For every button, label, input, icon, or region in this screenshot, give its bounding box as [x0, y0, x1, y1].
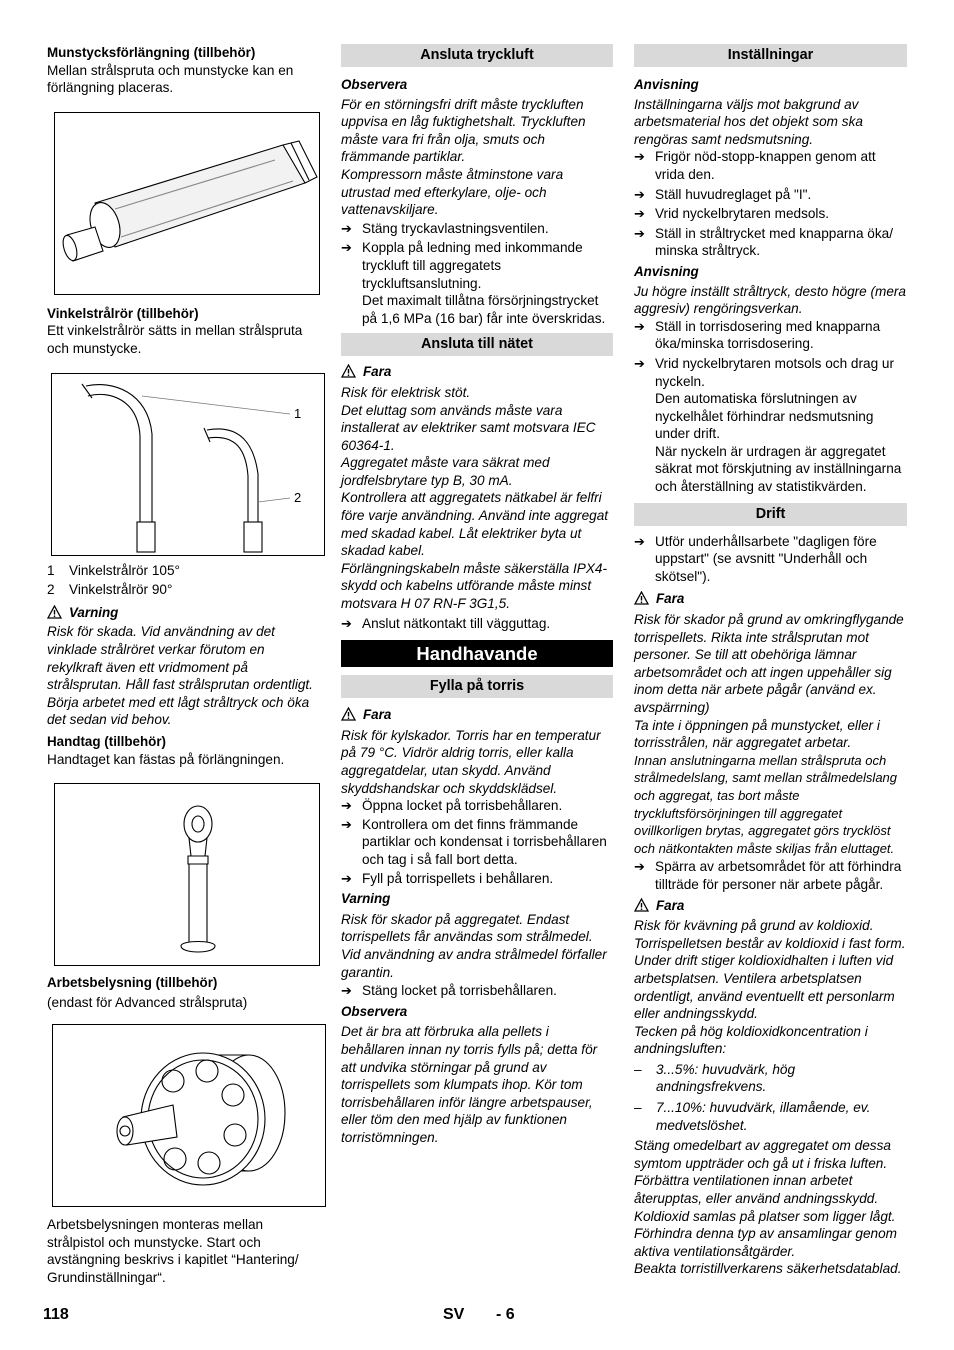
language-code: SV	[443, 1306, 465, 1323]
operation-danger2-text-1: Risk för kvävning på grund av koldioxid. Torrispelletsen består av koldioxid i fast form. Under drift stiger koldioxidhalten i luften vid arbetsplatsen. Ventilera arbetsplatsen ordentligt, använd eventuellt ett personlarm eller andningsskydd.	[634, 918, 906, 1022]
operation-step-2: ➔ Spärra av arbetsområdet för att förhindra tillträde för personer när arbete pågår.	[634, 858, 907, 893]
settings-step-6-note-1: Den automatiska förslutningen av nyckelhålet förhindrar nedsmutsning under drift.	[655, 391, 874, 442]
mains-danger-heading	[341, 363, 613, 381]
light-title: Arbetsbelysning (tillbehör)	[47, 975, 218, 991]
section-operation-title: Drift	[634, 503, 907, 526]
light-text: (endast för Advanced strålspruta)	[47, 994, 248, 1010]
hint2-text: Ju högre inställt stråltryck, desto högre (mera aggresiv) rengöringsverkan.	[634, 283, 906, 317]
handle-text: Handtaget kan fästas på förlängningen.	[47, 751, 285, 767]
warning-label: Varning	[69, 604, 119, 620]
caution-text: Risk för skador på aggregatet. Endast torrispellets får användas som strålmedel. Vid användning av andra strålmedel förfaller garantin.	[341, 911, 607, 980]
operation-danger-label: Fara	[656, 591, 685, 607]
work-light-illustration	[53, 1025, 325, 1206]
handle-illustration	[55, 784, 319, 965]
note-label: Observera	[341, 77, 408, 92]
operation-danger2-text-4: Beakta torristillverkarens säkerhetsdatablad.	[634, 1261, 902, 1277]
fill-step-1: ➔ Öppna locket på torrisbehållaren.	[341, 797, 613, 815]
settings-step-6-note-2: När nyckeln är urdragen är aggregatet säkrat mot förskjutning av inställningarna och återställning av statistikvärden.	[655, 443, 902, 495]
settings-step-3: ➔ Vrid nyckelbrytaren medsols.	[634, 205, 907, 223]
column-right	[634, 44, 907, 1278]
fill-danger-heading	[341, 706, 613, 724]
note-text-2: Kompressorn måste åtminstone vara utrustad med efterkylare, olje- och vattenavskiljare.	[341, 166, 564, 218]
page-number: 118	[43, 1306, 69, 1323]
operation-danger2-text-3: Stäng omedelbart av aggregatet om dessa symtom uppträder och gå ut i friska luften. Förbättra ventilationen innan arbetet återupptas, eller använd andningsskydd. Koldioxid samlas på platser som ligger lågt. Förhindra denna typ av ansamlingar genom aktiva ventilationsåtgärder.	[634, 1138, 897, 1259]
danger-text-3: Aggregatet måste vara säkrat med jordfelsbrytare typ B, 30 mA.	[341, 455, 550, 488]
danger-label: Fara	[363, 364, 392, 380]
legend-text-2: Vinkelstrålrör 90°	[69, 582, 173, 598]
danger-text-2: Det eluttag som används måste vara installerat av elektriker samt motsvara IEC 60364-1.	[341, 402, 596, 453]
settings-step-5: ➔ Ställ in torrisdosering med knapparna öka/minska torrisdosering.	[634, 318, 907, 353]
extension-text: Mellan strålspruta och munstycke kan en förlängning placeras.	[47, 62, 294, 96]
settings-step-2: ➔ Ställ huvudreglaget på "I".	[634, 186, 907, 204]
operation-danger2-heading	[634, 897, 907, 915]
note-text-1: För en störningsfri drift måste tryckluften uppvisa en låg fuktighetshalt. Tryckluften måste vara fri från olja, smuts och främmande partiklar.	[341, 96, 586, 165]
section-mains-title: Ansluta till nätet	[341, 333, 613, 356]
handle-title: Handtag (tillbehör)	[47, 733, 167, 749]
angle-pipes-illustration	[52, 374, 324, 555]
air-step-2: ➔ Koppla på ledning med inkommande tryckluft till aggregatets tryckluftsanslutning.	[341, 239, 613, 292]
hint-text: Inställningarna väljs mot bakgrund av arbetsmaterial hos det objekt som ska rengöras samt nedsmutsning.	[634, 96, 863, 147]
legend-item-2	[47, 581, 323, 599]
operation-danger-text-1: Risk för skador på grund av omkringflygande torrispellets. Rikta inte strålsprutan mot personer. Se till att obehöriga lämnar arbetsområdet och att ingen uppehåller sig inom detta när arbete pågår (använd ex. avspärrning)	[634, 612, 904, 715]
warning-triangle-icon	[341, 707, 356, 721]
caution-label: Varning	[341, 891, 391, 907]
fill-step-4: ➔ Stäng locket på torrisbehållaren.	[341, 982, 613, 1000]
extension-title: Munstycksförlängning (tillbehör)	[47, 45, 256, 60]
column-middle	[341, 44, 613, 1146]
warning-triangle-icon	[47, 605, 62, 619]
operation-danger2-label: Fara	[656, 897, 685, 913]
danger-text-4: Kontrollera att aggregatets nätkabel är felfri före varje användning. Använd inte aggregat med skadad kabel. Låt elektriker byta ut skadad kabel.	[341, 490, 609, 559]
section-air-title: Ansluta tryckluft	[341, 44, 613, 67]
light-description: Arbetsbelysningen monteras mellan strålpistol och munstycke. Start och avstängning beskrivs i kapitlet “Hantering/ Grundinställningar“.	[47, 1217, 299, 1286]
section-page-number: - 6	[496, 1306, 515, 1323]
legend-item-1	[47, 562, 323, 580]
extension-figure	[54, 112, 320, 295]
air-step-1: ➔ Stäng tryckavlastningsventilen.	[341, 220, 613, 238]
warning-triangle-icon	[634, 591, 649, 605]
warning-heading	[47, 604, 323, 622]
handle-figure	[54, 783, 320, 966]
operation-danger-heading	[634, 590, 907, 608]
fill-step-3: ➔ Fyll på torrispellets i behållaren.	[341, 870, 613, 888]
symptom-item-1: – 3...5%: huvudvärk, hög andningsfrekvens.	[634, 1061, 907, 1096]
hint2-label: Anvisning	[634, 263, 699, 279]
angle-pipe-figure	[51, 373, 325, 556]
light-figure	[52, 1024, 326, 1207]
section-settings-title: Inställningar	[634, 44, 907, 67]
operation-step-1: ➔ Utför underhållsarbete "dagligen före uppstart" (se avsnitt "Underhåll och skötsel").	[634, 533, 907, 586]
callout-1: 1	[294, 405, 302, 421]
fill-danger-label: Fara	[363, 707, 392, 723]
warning-text-2: Börja arbetet med ett lågt stråltryck och öka det sedan vid behov.	[47, 694, 310, 728]
fill-step-2: ➔ Kontrollera om det finns främmande partiklar och kondensat i torrisbehållaren och tag i så fall bort detta.	[341, 816, 613, 869]
operation-danger-text-2: Ta inte i öppningen på munstycket, eller i torrisstrålen, när aggregatet arbetar.	[634, 717, 880, 751]
operation-danger2-text-2: Tecken på hög koldioxidkoncentration i andningsluften:	[634, 1023, 868, 1057]
note2-text: Det är bra att förbruka alla pellets i behållaren innan ny torris fylls på; detta för att undvika störningar på grund av torrispellets som klumpats ihop. Kör tom torrisbehållaren inför längre arbetspauser, eller töm den med hjälp av funktionen torristömningen.	[341, 1024, 598, 1145]
note2-label: Observera	[341, 1003, 408, 1019]
settings-step-4: ➔ Ställ in stråltrycket med knapparna öka/ minska stråltryck.	[634, 225, 907, 260]
hint-label: Anvisning	[634, 77, 699, 92]
settings-step-1: ➔ Frigör nöd-stopp-knappen genom att vrida den.	[634, 148, 907, 183]
warning-text-1: Risk för skada. Vid användning av det vinklade strålröret verkar förutom en rekylkraft även ett vridmoment på strålsprutan. Håll fast strålsprutan ordentligt.	[47, 624, 313, 693]
legend-number-1: 1	[47, 562, 55, 578]
mains-step: ➔ Anslut nätkontakt till vägguttag.	[341, 615, 613, 633]
warning-triangle-icon	[634, 898, 649, 912]
angle-pipe-legend	[47, 562, 323, 599]
danger-text-1: Risk för elektrisk stöt.	[341, 384, 471, 400]
legend-text-1: Vinkelstrålrör 105°	[69, 562, 180, 578]
angle-pipe-title: Vinkelstrålrör (tillbehör)	[47, 305, 199, 321]
chapter-title: Handhavande	[341, 640, 613, 667]
extension-tube-illustration	[55, 113, 319, 294]
callout-2: 2	[294, 489, 302, 505]
angle-pipe-text: Ett vinkelstrålrör sätts in mellan strålspruta och munstycke.	[47, 323, 303, 356]
warning-triangle-icon	[341, 364, 356, 378]
settings-step-6: ➔ Vrid nyckelbrytaren motsols och drag ur nyckeln.	[634, 355, 907, 390]
danger-text-5: Förlängningskabeln måste säkerställa IPX4-skydd och kabelns utförande måste minst motsvara H 07 RN-F 3G1,5.	[341, 560, 607, 612]
legend-number-2: 2	[47, 582, 55, 598]
operation-danger-text-3: Innan anslutningarna mellan strålspruta och strålmedelslang, samt mellan strålmedelslang och aggregat, tas bort måste tryckluftsförsörjningen till aggregatet ovillkorligen brytas, aggregatet görs trycklöst och nätkontakten måste skiljas från eluttaget.	[634, 752, 898, 856]
air-step-2-note: Det maximalt tillåtna försörjningstrycket på 1,6 MPa (16 bar) får inte överskridas.	[362, 293, 606, 326]
section-fill-title: Fylla på torris	[341, 675, 613, 698]
fill-danger-text: Risk för kylskador. Torris har en temperatur på 79 °C. Vidrör aldrig torris, eller kalla aggregatdelar, utan skydd. Använd skyddshandskar och skyddsklädsel.	[341, 727, 601, 796]
symptom-item-2: – 7...10%: huvudvärk, illamående, ev. medvetslöshet.	[634, 1099, 907, 1134]
column-left	[47, 44, 323, 1287]
